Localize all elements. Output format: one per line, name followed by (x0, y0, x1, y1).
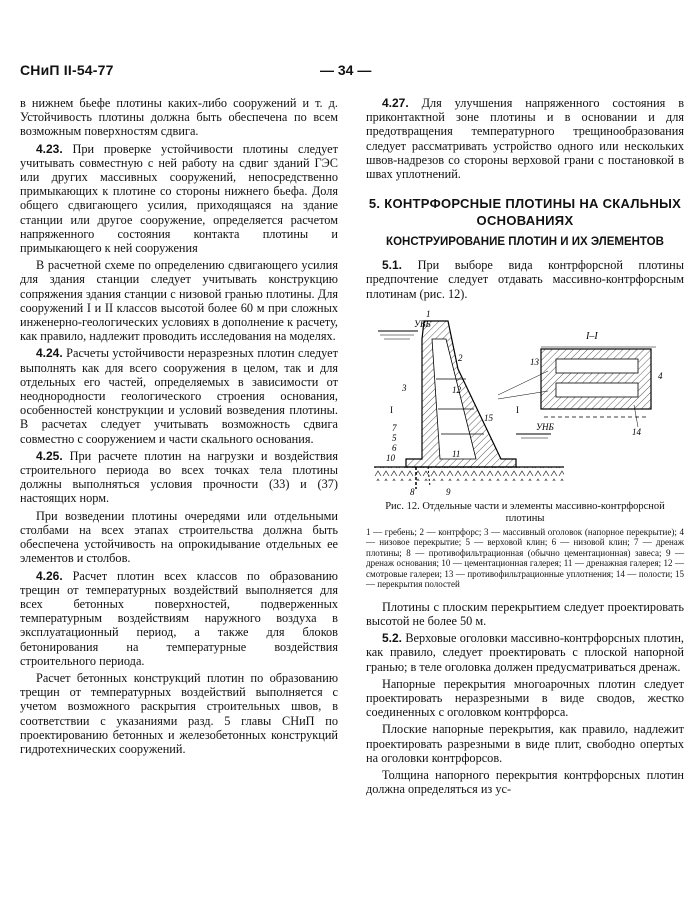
subsection-title: КОНСТРУИРОВАНИЕ ПЛОТИН И ИХ ЭЛЕМЕНТОВ (386, 236, 664, 249)
paragraph (366, 631, 684, 674)
label-7: 7 (392, 422, 397, 433)
paragraph (20, 142, 338, 256)
paragraph-text: Расчеты устойчивости неразрезных плотин следует выполнять как для всего сооружения в целом, так и для отдельных его частей, определяемых в зависимости от неоднородности геологического строения основания, особенностей конструкции и условий возведения плотины. В расчетах следует учитывать возможность сдвига совместно с сооружением и части скального основания. (20, 346, 338, 446)
label-roman-right: I (516, 404, 519, 415)
section-title: 5. КОНТРФОРСНЫЕ ПЛОТИНЫ НА СКАЛЬНЫХ ОСНОВАНИЯХ (368, 196, 682, 229)
paragraph-text: При возведении плотины очередями или отдельными столбами на всех этапах строительства должна быть обеспечена устойчивость на опрокидывание отдельных ее элементов и столбов. (20, 508, 338, 566)
left-column (20, 96, 338, 759)
foundation-rock (374, 467, 564, 481)
paragraph (366, 677, 684, 720)
dam-diagram-svg (366, 309, 684, 499)
paragraph-text: При проверке устойчивости плотины следует учитывать совместную с ней работу на сдвиг зданий ГЭС или других массивных сооружений, непосредственно примыкающих к плотине со стороны нижнего бьефа. Доля общего сдвигающего усилия, приходящаяся на здание станции или другое сооружение, определяется расчетом напряженного состояния контакта плотины и примыкающего к ней сооружения (20, 141, 338, 256)
paragraph-text: Расчет плотин всех классов по образованию трещин от температурных воздействий выполняется для всех бетонных поверхностей, подверженных температурным воздействиям наружного воздуха в эксплуатационный период, а также для блоков бетонирования на температурные воздействия строительного периода. (20, 568, 338, 668)
clause-number: 4.27. (382, 96, 409, 110)
label-5: 5 (392, 432, 397, 443)
paragraph (20, 96, 338, 139)
uvb-label: УВБ (414, 318, 431, 329)
label-11: 11 (452, 448, 461, 459)
figure-legend: 1 — гребень; 2 — контрфорс; 3 — массивный оголовок (напорное перекрытие); 4 — низовое перекрытие; 5 — верховой клин; 6 — низовой клин; 7 — дренаж плотины; 8 — противофильтрационная (обычно цементационная) завеса; 9 — дренаж основания; 10 — цементационная галерея; 11 — дренажная галерея; 12 — смотровые галереи; 13 — противофильтрационные уплотнения; 14 — полости; 15 — перекрытия полостей (366, 526, 684, 590)
paragraph (20, 509, 338, 566)
plan-section (541, 349, 651, 409)
label-6: 6 (392, 442, 397, 453)
right-column (366, 96, 684, 799)
label-10: 10 (386, 452, 395, 463)
label-8: 8 (410, 486, 415, 497)
clause-number: 4.24. (36, 346, 63, 361)
paragraph (366, 258, 684, 301)
paragraph-text: Плотины с плоским перекрытием следует проектировать высотой не более 50 м. (366, 599, 684, 629)
clause-number: 4.26. (36, 568, 63, 583)
paragraph-text: в нижнем бьефе плотины каких-либо сооружений и т. д. Устойчивость плотины должна быть обеспечена по всем возможным поверхностям сдвига. (20, 96, 338, 139)
unb-label: УНБ (536, 421, 554, 432)
label-15: 15 (484, 412, 493, 423)
clause-number: 4.25. (36, 448, 63, 463)
clause-number: 5.2. (382, 631, 403, 646)
document-code: СНиП II-54-77 (20, 62, 114, 78)
clause-number: 4.23. (36, 141, 63, 156)
clause-number: 5.1. (382, 258, 403, 273)
label-12: 12 (452, 384, 461, 395)
paragraph (20, 346, 338, 445)
figure-caption: Рис. 12. Отдельные части и элементы массивно-контрфорсной плотины (385, 500, 665, 524)
paragraph (366, 722, 684, 765)
paragraph-text: Расчет бетонных конструкций плотин по образованию трещин от температурных воздействий выполняется с учетом возможного раскрытия строительных швов, в соответствии с указаниями разд. 5 главы СНиП по проектированию бетонных и железобетонных конструкций гидротехнических сооружений. (20, 670, 338, 756)
paragraph (20, 569, 338, 668)
label-2: 2 (458, 352, 463, 363)
paragraph-text: При выборе вида контрфорсной плотины предпочтение следует отдавать массивно-контрфорсным плотинам (рис. 12). (366, 258, 685, 301)
label-3: 3 (402, 382, 407, 393)
paragraph-text: Верховые оголовки массивно-контрфорсных плотин, как правило, следует проектировать с плоской напорной гранью; в теле оголовка должен предусматриваться дренаж. (366, 631, 684, 674)
paragraph-text: Напорные перекрытия многоарочных плотин следует проектировать неразрезными в виде сводов, жестко соединенных с оголовком контрфорса. (366, 676, 684, 720)
paragraph (20, 449, 338, 506)
section-label: I–I (586, 330, 598, 342)
paragraph (20, 258, 338, 343)
paragraph (366, 600, 684, 628)
paragraph-text: Плоские напорные перекрытия, как правило, надлежит проектировать разрезными в виде плит, свободно опертых на оголовки контрфорсов. (366, 722, 684, 765)
paragraph (366, 768, 684, 796)
page-number: — 34 — (320, 62, 372, 78)
paragraph-text: В расчетной схеме по определению сдвигающего усилия для здания станции следует учитывать конструкцию сопряжения здания станции с низовой гранью плотины. Для сооружений I и II классов высотой более 60 м при сложных инженерно-геологических условиях в дополнение к расчету, как правило, надлежит проводить исследования на моделях. (20, 258, 338, 344)
paragraph (366, 96, 684, 181)
figure-dam-diagram (366, 309, 684, 499)
label-9: 9 (446, 486, 451, 497)
label-1: 1 (426, 308, 431, 319)
paragraph-text: При расчете плотин на нагрузки и воздействия строительного периода во всех точках тела плотины должны выполняться условия прочности (33) и (37) настоящих норм. (20, 448, 338, 506)
label-roman-left: I (390, 404, 393, 415)
paragraph-text: Для улучшения напряженного состояния в приконтактной зоне плотины и в основании и для предотвращения температурного трещинообразования следует рассматривать устройство одного или нескольких швов-надрезов со стороны верховой грани с постановкой в швах уплотнений. (366, 96, 684, 182)
label-14: 14 (632, 426, 641, 437)
label-13: 13 (530, 356, 539, 367)
paragraph (20, 671, 338, 756)
label-4: 4 (658, 370, 663, 381)
paragraph-text: Толщина напорного перекрытия контрфорсных плотин должна определяться из ус- (366, 768, 684, 797)
